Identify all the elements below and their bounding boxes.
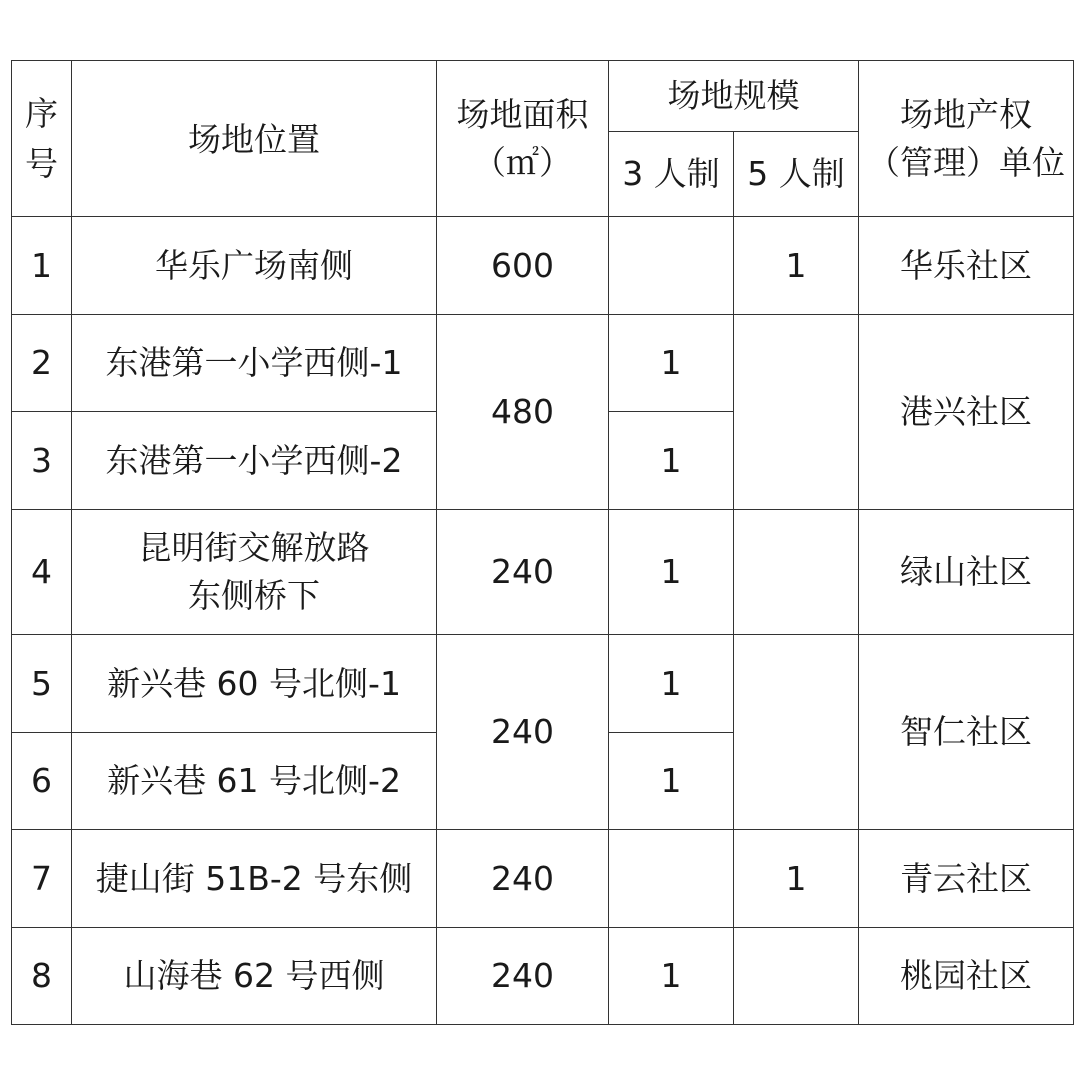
cell-seq: 6: [12, 733, 72, 830]
cell-seq: 3: [12, 412, 72, 510]
cell-scale-3: [609, 830, 734, 928]
cell-scale-5: [734, 733, 859, 830]
cell-location-line1: 昆明街交解放路: [138, 528, 370, 568]
cell-seq: 8: [12, 928, 72, 1025]
table-row: [12, 315, 1074, 412]
cell-location: 新兴巷 61 号北侧-2: [72, 733, 437, 830]
cell-location: 东港第一小学西侧-2: [72, 412, 437, 510]
header-seq-line1: 序: [25, 94, 58, 133]
header-location: 场地位置: [72, 61, 437, 217]
cell-scale-5: [734, 510, 859, 635]
table-row: [12, 510, 1074, 635]
table-row: [12, 635, 1074, 733]
cell-scale-5: [734, 412, 859, 510]
cell-scale-5: [734, 928, 859, 1025]
cell-seq: 5: [12, 635, 72, 733]
cell-area: 240: [437, 830, 609, 928]
cell-seq: 2: [12, 315, 72, 412]
cell-area: 240: [437, 635, 609, 830]
cell-unit: 绿山社区: [859, 510, 1074, 635]
cell-location: 捷山街 51B-2 号东侧: [72, 830, 437, 928]
cell-area: 480: [437, 315, 609, 510]
table-row: [12, 928, 1074, 1025]
cell-seq: 7: [12, 830, 72, 928]
venue-table: [11, 60, 1074, 1025]
cell-scale-5: 1: [734, 830, 859, 928]
cell-scale-3: 1: [609, 412, 734, 510]
cell-scale-3: 1: [609, 635, 734, 733]
cell-scale-5: 1: [734, 217, 859, 315]
header-unit: [859, 61, 1074, 217]
venue-table-container: [11, 60, 1074, 1025]
cell-location: 东港第一小学西侧-1: [72, 315, 437, 412]
table-row: [12, 217, 1074, 315]
header-unit-line1: 场地产权: [900, 94, 1032, 134]
cell-scale-3: 1: [609, 510, 734, 635]
cell-area: 240: [437, 928, 609, 1025]
cell-unit: 港兴社区: [859, 315, 1074, 510]
cell-area: 240: [437, 510, 609, 635]
cell-location: [72, 510, 437, 635]
cell-unit: 智仁社区: [859, 635, 1074, 830]
cell-location: 山海巷 62 号西侧: [72, 928, 437, 1025]
header-scale-5: 5 人制: [734, 132, 859, 217]
cell-scale-5: [734, 635, 859, 733]
cell-location: 华乐广场南侧: [72, 217, 437, 315]
header-row-1: [12, 61, 1074, 132]
cell-scale-3: 1: [609, 928, 734, 1025]
header-unit-line2: （管理）单位: [867, 142, 1065, 182]
header-seq: [12, 61, 72, 217]
header-area-line1: 场地面积: [456, 94, 589, 134]
cell-seq: 1: [12, 217, 72, 315]
cell-area: 600: [437, 217, 609, 315]
cell-unit: 桃园社区: [859, 928, 1074, 1025]
cell-scale-3: [609, 217, 734, 315]
cell-unit: 华乐社区: [859, 217, 1074, 315]
cell-scale-3: 1: [609, 733, 734, 830]
cell-location-line2: 东侧桥下: [188, 576, 320, 615]
header-area: [437, 61, 609, 217]
cell-scale-3: 1: [609, 315, 734, 412]
cell-scale-5: [734, 315, 859, 412]
cell-unit: 青云社区: [859, 830, 1074, 928]
header-seq-line2: 号: [25, 143, 58, 183]
header-area-line2: （㎡）: [473, 142, 572, 182]
cell-seq: 4: [12, 510, 72, 635]
cell-location: 新兴巷 60 号北侧-1: [72, 635, 437, 733]
header-scale: 场地规模: [609, 61, 859, 132]
header-scale-3: 3 人制: [609, 132, 734, 217]
table-row: [12, 830, 1074, 928]
